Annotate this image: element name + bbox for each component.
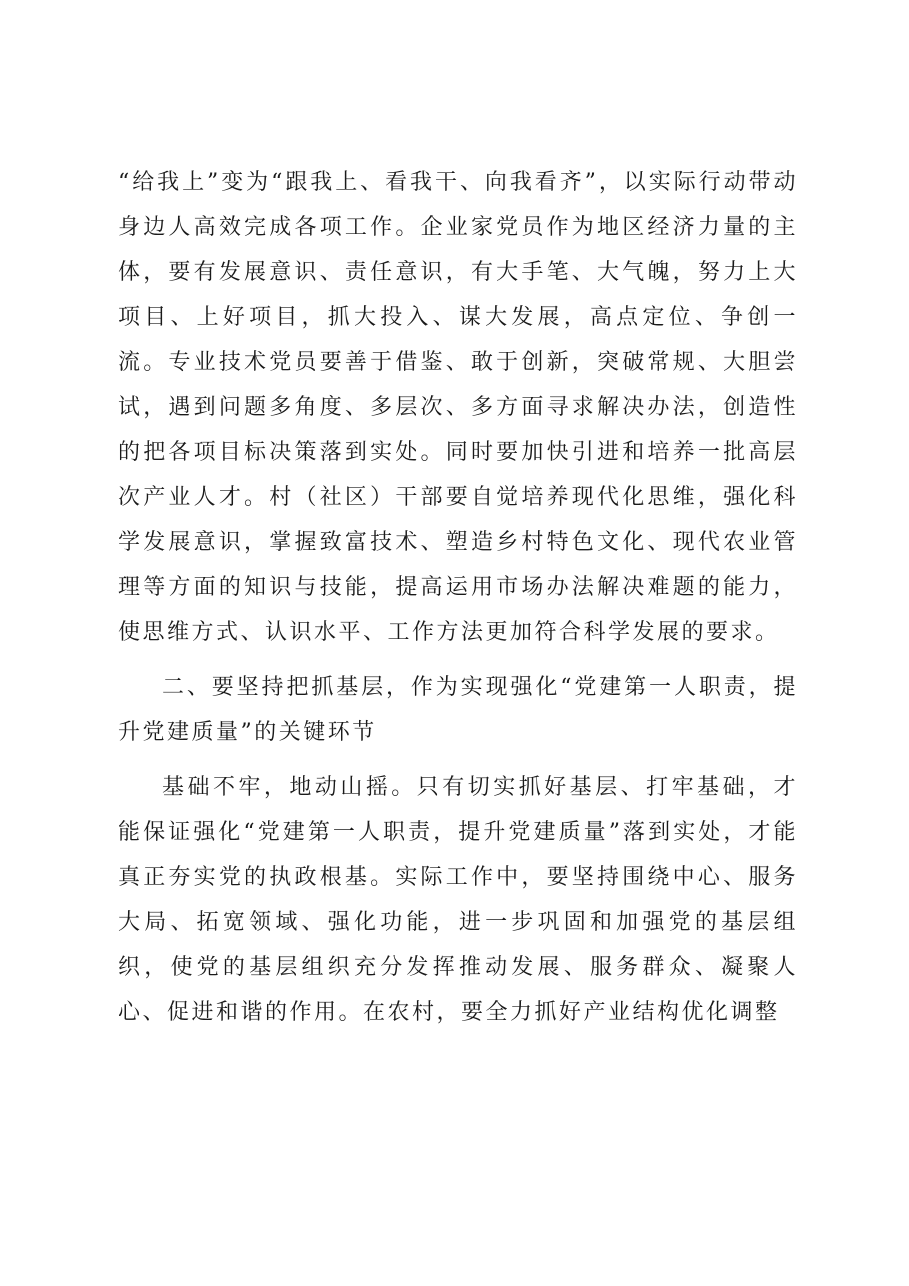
section-heading: 二、要坚持把抓基层，作为实现强化“党建第一人职责，提升党建质量”的关键环节 [118, 675, 798, 745]
document-body [118, 160, 798, 1035]
paragraph-continuation: “给我上”变为“跟我上、看我干、向我看齐”，以实际行动带动身边人高效完成各项工作。企业家党员作为地区经济力量的主体，要有发展意识、责任意识，有大手笔、大气魄，努力上大项目、上好项目，抓大投入、谋大发展，高点定位、争创一流。专业技术党员要善于借鉴、敢于创新，突破常规、大胆尝试，遇到问题多角度、多层次、多方面寻求解决办法，创造性的把各项目标决策落到实处。同时要加快引进和培养一批高层次产业人才。村（社区）干部要自觉培养现代化思维，强化科学发展意识，掌握致富技术、塑造乡村特色文化、现代农业管理等方面的知识与技能，提高运用市场办法解决难题的能力，使思维方式、认识水平、工作方法更加符合科学发展的要求。 [118, 170, 798, 645]
paragraph-body: 基础不牢，地动山摇。只有切实抓好基层、打牢基础，才能保证强化“党建第一人职责，提升党建质量”落到实处，才能真正夯实党的执政根基。实际工作中，要坚持围绕中心、服务大局、拓宽领域、强化功能，进一步巩固和加强党的基层组织，使党的基层组织充分发挥推动发展、服务群众、凝聚人心、促进和谐的作用。在农村，要全力抓好产业结构优化调整 [118, 775, 798, 1025]
